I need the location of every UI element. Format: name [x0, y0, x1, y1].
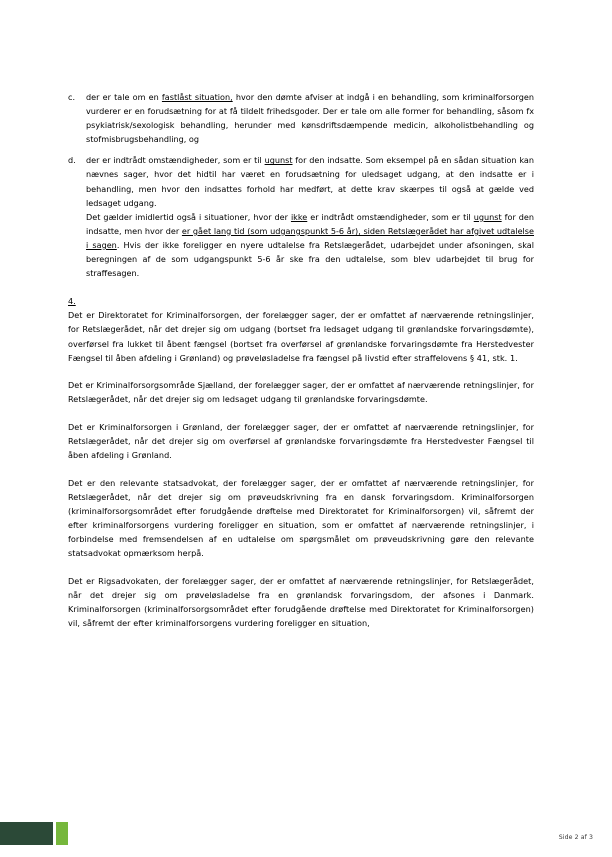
sub-d-part4: . Hvis der ikke foreligger en nyere udtalelse fra Retslægerådet, udarbejdet under afsoningen, skal beregningen af de som udgangspunkt 5-6 år ske fra den udtalelse, som blev udarbejdet til brug for straffesagen. — [86, 239, 535, 279]
paragraph-kfo-sjaelland: Det er Kriminalforsorgsområde Sjælland, der forelægger sager, der er omfattet af nærværende retningslinjer, for Retslægerådet, når det drejer sig om ledsaget udgang til grønlandske forvaringsdømte. — [68, 380, 534, 405]
list-item-d-pre: der er indtrådt omstændigheder, som er til — [86, 155, 265, 166]
paragraph-statsadvokat: Det er den relevante statsadvokat, der forelægger sager, der er omfattet af nærværende retningslinjer, for Retslægerådet, når det drejer sig om prøveudskrivning fra en dansk forvaringsdom. Kriminalforsorgen (kriminalforsorgsområdet efter forudgående drøftelse med Direktoratet for Kriminalforsorgen) vil, såfremt der efter kriminalforsorgens vurdering foreligger en situation, som er omfattet af nærværende retningslinjer, i forbindelse med fremsendelsen af en udtalelse om spørgsmålet om prøveudskrivning gøre den relevante statsadvokat opmærksom herpå. — [68, 477, 534, 559]
sub-d-underline-ugunst: ugunst — [473, 211, 502, 222]
section-number-text: 4. — [68, 295, 76, 306]
page-number: Side 2 af 3 — [558, 834, 593, 841]
list-item-c-pre: der er tale om en — [86, 92, 162, 102]
list-item-d-underlined: ugunst — [264, 155, 293, 166]
spacer — [68, 146, 534, 153]
logo-green-bar — [56, 822, 68, 845]
sub-d-part2: er indtrådt omstændigheder, som er til — [307, 211, 474, 222]
sub-d-underline-langtid: er gået lang tid (som udgangspunkt 5-6 år), siden Retslægerådet har afgivet udtalelse i sagen — [86, 225, 534, 250]
logo-dark-bar — [0, 822, 53, 845]
spacer — [68, 280, 534, 294]
sub-d-underline-ikke: ikke — [290, 211, 308, 222]
list-item — [68, 90, 534, 146]
paragraph-rigsadvokaten: Det er Rigsadvokaten, der forelægger sager, der er omfattet af nærværende retningslinjer, for Retslægerådet, når det drejer sig om prøveløsladelse fra en grønlandsk forvaringsdom, der afsones i Danmark. Kriminalforsorgen (kriminalforsorgsområdet efter forudgående drøftelse med Direktoratet for Kriminalforsorgen) vil, såfremt der efter kriminalforsorgens vurdering foreligger en situation, — [68, 575, 534, 628]
list-item-c-underlined: fastlåst situation, — [161, 92, 233, 102]
sub-d-part3: for den indsatte, men hvor der — [86, 211, 534, 236]
list-marker-d: d. — [68, 155, 76, 166]
sub-d-part1: Det gælder imidlertid også i situationer, hvor der — [86, 211, 291, 222]
section-number — [68, 294, 534, 308]
paragraph-kriminalforsorgen-groenland: Det er Kriminalforsorgen i Grønland, der forelægger sager, der er omfattet af nærværende retningslinjer, for Retslægerådet, når det drejer sig om overførsel af grønlandske forvaringsdømte fra Herstedvester Fængsel til åben afdeling i Grønland. — [68, 421, 534, 461]
paragraph-direktoratet: Det er Direktoratet for Kriminalforsorgen, der forelægger sager, der er omfattet af nærværende retningslinjer, for Retslægerådet, når det drejer sig om udgang (bortset fra ledsaget udgang til grønlandske forvaringsdømte), overførsel fra lukket til åbent fængsel (bortset fra overførsel af grønlandske forvaringsdømte fra Herstedvester Fængsel til åben afdeling i Grønland) og prøveløsladelse fra fængsel på livstid efter straffelovens § 41, stk. 1. — [68, 310, 534, 363]
document-body — [68, 90, 534, 644]
list-item-d-continuation — [68, 210, 534, 280]
list-item-c-post: hvor den dømte afviser at indgå i en behandling, som kriminalforsorgen vurderer er en forudsætning for at få tildelt frihedsgoder. Der er tale om alle former for behandling, såsom fx psykiatrisk/sexologisk behandling, herunder med kønsdriftsdæmpende medicin, alkoholistbehandling og stofmisbrugsbehandling, og — [86, 92, 534, 145]
list-marker-c: c. — [68, 92, 76, 102]
list-item-d-post: for den indsatte. Som eksempel på en sådan situation kan nævnes sager, hvor det hidtil har været en forudsætning for uledsaget udgang, at den indsatte er i behandling, men hvor den indsattes forhold har medført, at dette krav skærpes til også at gælde ved ledsaget udgang. — [86, 155, 534, 208]
footer-logo — [0, 822, 68, 845]
list-item — [68, 153, 534, 209]
